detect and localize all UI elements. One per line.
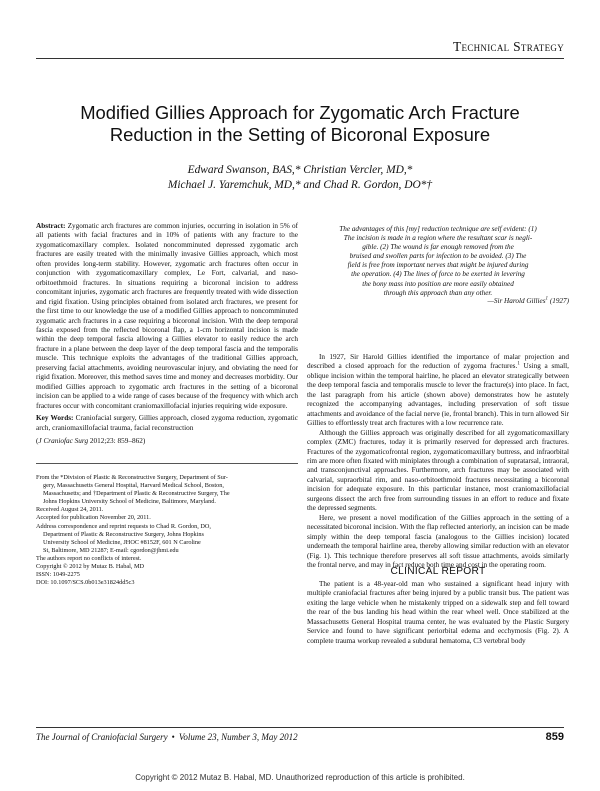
running-footer (36, 732, 298, 742)
epigraph-author: —Sir Harold Gillies (487, 297, 546, 305)
epigraph-line: bruised and swollen parts for infection to be avoided. (3) The (349, 252, 527, 261)
paragraph: Here, we present a novel modification of the Gillies approach in the setting of a necessitated bicoronal incision. With the flap reflected anteriorly, an incision can be made simply within the deep temporal fascia (analogous to the Gillies incision) located underneath the temporal hairline area, thereby allowing similar reduction with an elevator (Fig. 1). This technique therefore preserves all soft tissue attachments, avoids similarly the frontal nerve, and may in fact reduce both time and cost in the operating room. (307, 513, 569, 569)
affiliation-line: DOI: 10.1097/SCS.0b013e31824dd5c3 (36, 579, 135, 587)
section-heading: CLINICAL REPORT (390, 566, 486, 577)
footer-journal: The Journal of Craniofacial Surgery (36, 732, 168, 742)
clinical-report (307, 580, 569, 646)
footer-volume: Volume 23, Number 3, May 2012 (178, 732, 298, 742)
paragraph: The patient is a 48-year-old man who sustained a significant head injury with multiple craniofacial fractures after being injured by a public transit bus. The patient was exiting the large vehicle when he mistakenly tripped on a sidewalk step and fell toward the rear of the bus landing his head within the rear wheel well. Once stabilized at the Massachusetts General Hospital trauma center, he was evaluated by the Plastic Surgery Service and found to have significant periorbital edema and ecchymosis (Fig. 2). A complete trauma workup revealed a subdural hematoma, C3 vertebral body (307, 580, 569, 645)
paragraph: In 1927, Sir Harold Gillies identified the importance of malar projection and described a closed approach for the reduction of zygoma fractures.$^1$ Using a small, oblique incision within the temporal hairline, he placed an elevator strategically between the deep temporal fascia and temporalis muscle to lever the fracture(s) into place. In fact, the last paragraph from his article (shown above) demonstrates how he astutely recognized the accompanying advantages, including preservation of soft tissue attachments and avoidance of the facial nerve (ie, frontal branch). This in turn allowed Sir Gillies to effortlessly treat arch fractures with a low recurrence rate. (307, 353, 569, 428)
epigraph-line: The advantages of this [my] reduction technique are self evident: (1) (339, 225, 537, 233)
affiliation-line: ISSN: 1049-2275 (36, 571, 80, 579)
affiliation-line: University School of Medicine, JHOC #8152F, 601 N Caroline (43, 538, 201, 546)
author-list (30, 163, 570, 193)
citation-details: 2012;23: 859–862) (88, 436, 146, 445)
header-rule (36, 58, 564, 59)
epigraph-line: field is free from important nerves that might be injured during (347, 261, 529, 270)
affiliation-line: Address correspondence and reprint requests to Chad R. Gordon, DO, (36, 522, 211, 530)
section-label: Technical Strategy (452, 39, 564, 54)
epigraph-reference: 1 (545, 296, 549, 302)
reference-marker: 1 (517, 362, 520, 368)
epigraph-line: gible. (2) The wound is far enough removed from the (362, 243, 514, 252)
author-line: Edward Swanson, BAS,* Christian Vercler, MD,* (187, 164, 413, 176)
epigraph-line: the operation. (4) The lines of force to be exerted in levering (351, 270, 525, 279)
article-title (30, 102, 570, 146)
author-line: Michael J. Yaremchuk, MD,* and Chad R. Gordon, DO*† (167, 179, 433, 191)
copyright-notice: Copyright © 2012 Mutaz B. Habal, MD. Unauthorized reproduction of this article is prohibited. (135, 773, 465, 782)
abstract-label: Abstract: (36, 222, 66, 230)
page-number: 859 (545, 731, 564, 743)
abstract-text: Zygomatic arch fractures are common injuries, occurring in isolation in 5% of all patients with facial fractures and in 10% of patients with any fracture to the zygomaticomaxillary complex. Isolated noncomminuted depressed zygomatic arch fractures are easily treated with the minimally invasive Gillies approach, which most often provides long-term stability. However, zygomatic arch fractures often occur in conjunction with zygomaticomaxillary complex, Le Fort, calvarial, and naso-orbitoethmoid fractures. In situations requiring a bicoronal incision to address concomitant injuries, zygomatic arch fractures are frequently treated with wide dissection and rigid fixation. Using principles obtained from isolated arch fractures, we present for the first time to our knowledge the use of a modified Gillies approach to noncomminuted zygomatic arch fractures in a case requiring a bicoronal incision. With the deep temporal fascia exposed from the reflected bicoronal flap, a 1-cm horizontal incision is made within the deep temporal fascia allowing a Gillies elevator to easily reduce the arch fracture in a plane between the deep layer of the deep temporal fascia and the temporalis muscle. This technique exploits the advantages of the traditional Gillies approach, preserving facial attachments, avoiding neurovascular injury, and obviating the need for rigid fixation. Moreover, this method saves time and money and decreases morbidity. Our modified Gillies approach to zygomatic arch fractures in the setting of a bicoronal incision can be applied to a wide range of cases because of the frequency with which arch fractures occur with concomitant craniomaxillofacial injuries requiring wide exposure. (36, 222, 298, 410)
citation: (J Craniofac Surg 2012;23: 859–862) (36, 436, 146, 445)
title-line: Reduction in the Setting of Bicoronal Exposure (109, 124, 491, 145)
affiliation-line: From the *Division of Plastic & Reconstructive Surgery, Department of Sur- (36, 474, 228, 481)
keywords-label: Key Words: (36, 414, 74, 423)
affiliation-line: The authors report no conflicts of interest. (36, 554, 142, 562)
abstract (36, 222, 298, 446)
affiliation-line: Massachusetts; and †Department of Plastic & Reconstructive Surgery, The (43, 490, 230, 498)
affiliation-line: Received August 24, 2011. (36, 506, 104, 514)
keywords-text: Craniofacial surgery, Gillies approach, closed zygoma reduction, zygomatic arch, craniomaxillofacial trauma, facial reconstruction (36, 414, 299, 432)
affiliation-line: Department of Plastic & Reconstructive Surgery, Johns Hopkins (43, 530, 204, 538)
affiliation-line: St, Baltimore, MD 21287; E-mail: cgordon@jhmi.edu (43, 546, 179, 554)
paragraph: Although the Gillies approach was originally described for all zygomaticomaxillary complex (ZMC) fractures, today it is primarily reserved for depressed arch fractures. Fractures of the zygomaticofrontal region, zygomaticomaxillary buttress, and infraorbital rim are more often fixated with miniplates through a combination of supratarsal, intraoral, and transconjunctival approaches. Furthermore, arch fractures may be associated with calvarial, supraorbital rim, and naso-orbitoethmoid fractures necessitating a bicoronal incision for adequate exposure. In this particular instance, most craniomaxillofacial surgeons dissect the arch free from surrounding tissues in an effort to reduce and fixate the depressed segments. (307, 428, 569, 513)
epigraph (307, 225, 569, 298)
affiliation-rule (36, 463, 298, 464)
footer-rule (36, 727, 564, 728)
affiliations (36, 474, 298, 587)
affiliation-line: Johns Hopkins University School of Medicine, Baltimore, Maryland. (43, 498, 216, 506)
citation-journal: J Craniofac Surg (38, 436, 89, 445)
epigraph-year: (1927) (548, 297, 569, 305)
epigraph-attribution (307, 297, 569, 305)
affiliation-line: Copyright © 2012 by Mutaz B. Habal, MD (36, 563, 145, 571)
title-line: Modified Gillies Approach for Zygomatic Arch Fracture (80, 102, 520, 123)
footer-bullet: • (171, 732, 175, 742)
affiliation-line: gery, Massachusetts General Hospital, Harvard Medical School, Boston, (43, 482, 224, 490)
affiliation-line: Accepted for publication November 20, 2011. (36, 514, 151, 522)
epigraph-line: The incision is made in a region where the resultant scar is negli- (343, 234, 533, 243)
epigraph-line: the bony mass into position are more easily obtained (362, 279, 514, 288)
introduction (307, 353, 569, 570)
epigraph-line: through this approach than any other. (383, 288, 493, 297)
